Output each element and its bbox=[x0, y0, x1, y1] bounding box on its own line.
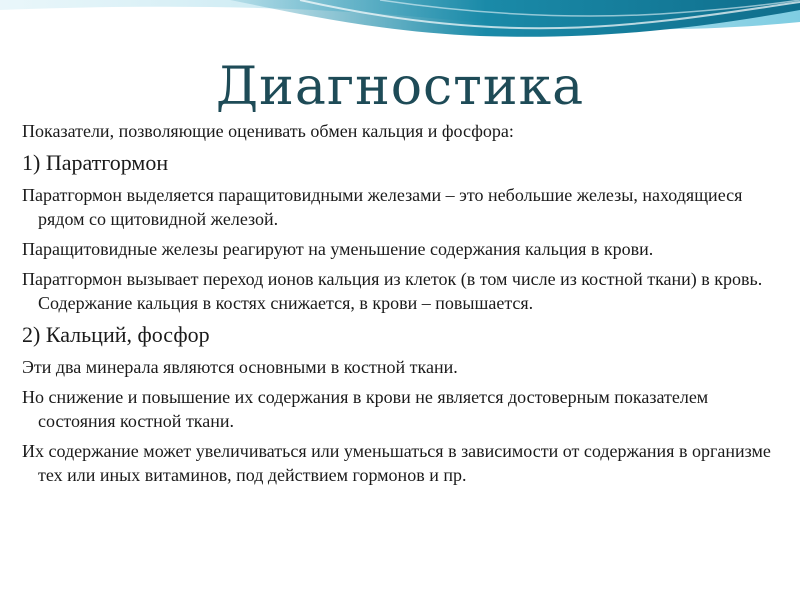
slide-content bbox=[22, 119, 782, 493]
paragraph: Эти два минерала являются основными в костной ткани. bbox=[22, 357, 458, 377]
paragraph: Паращитовидные железы реагируют на уменьшение содержания кальция в крови. bbox=[22, 239, 654, 259]
paragraph: Но снижение и повышение их содержания в крови не является достоверным показателем состояния костной ткани. bbox=[22, 387, 709, 431]
slide-title: Диагностика bbox=[215, 57, 585, 117]
paragraph: Их содержание может увеличиваться или уменьшаться в зависимости от содержания в организме тех или иных витаминов, под действием гормонов и пр. bbox=[22, 441, 771, 485]
paragraph: Показатели, позволяющие оценивать обмен кальция и фосфора: bbox=[22, 121, 514, 141]
section-heading: 2) Кальций, фосфор bbox=[22, 322, 210, 347]
section-heading: 1) Паратгормон bbox=[22, 150, 169, 175]
paragraph: Паратгормон вызывает переход ионов кальция из клеток (в том числе из костной ткани) в кровь. Содержание кальция в костях снижается, в крови – повышается. bbox=[22, 269, 763, 313]
wave-dark bbox=[230, 0, 800, 37]
paragraph: Паратгормон выделяется паращитовидными железами – это небольшие железы, находящиеся рядом со щитовидной железой. bbox=[22, 185, 743, 229]
wave-header-decoration bbox=[0, 0, 800, 60]
